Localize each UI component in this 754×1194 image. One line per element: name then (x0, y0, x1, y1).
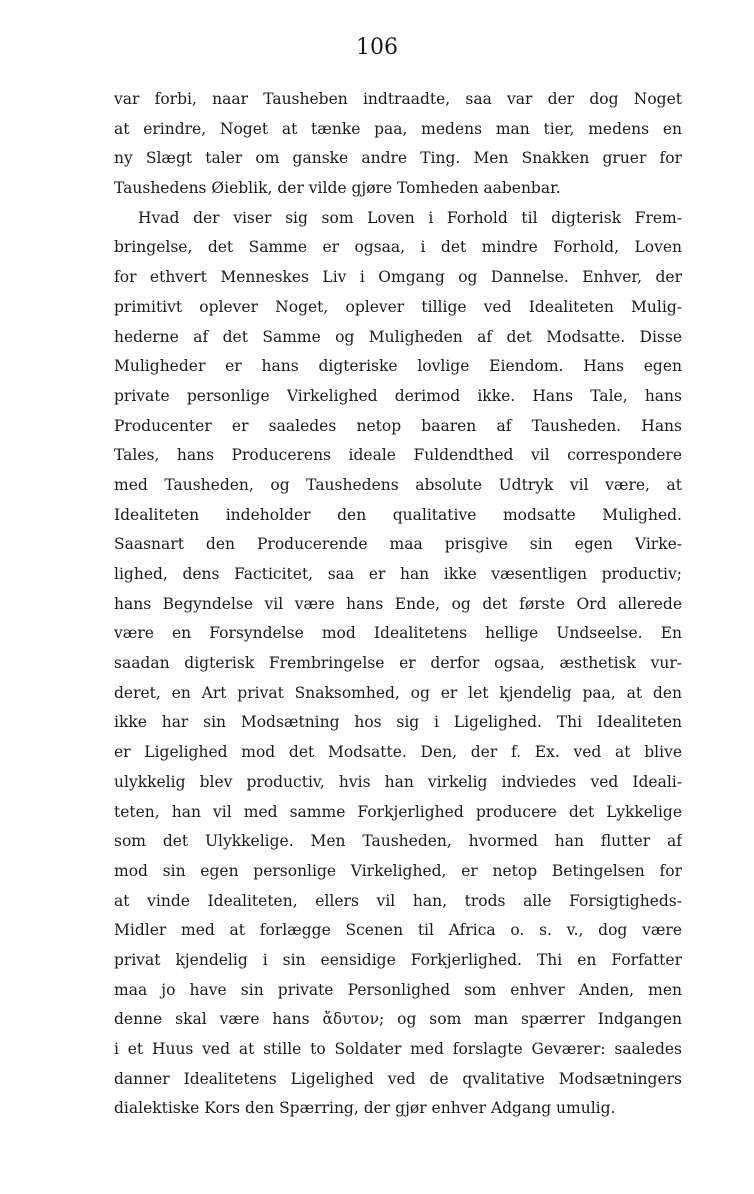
text-line: Producenter er saaledes netop baaren af Tausheden. Hans (114, 416, 682, 435)
text-line: danner Idealitetens Ligelighed ved de qvalitative Modsætningers (114, 1069, 682, 1088)
text-line: hederne af det Samme og Muligheden af det Modsatte. Disse (114, 327, 682, 346)
text-line: Saasnart den Producerende maa prisgive sin egen Virke- (114, 535, 682, 554)
text-line: dialektiske Kors den Spærring, der gjør enhver Adgang umulig. (114, 1099, 616, 1118)
text-line: være en Forsyndelse mod Idealitetens hellige Undseelse. En (114, 624, 682, 643)
text-line: ikke har sin Modsætning hos sig i Ligelighed. Thi Idealiteten (114, 713, 682, 732)
text-line: at erindre, Noget at tænke paa, medens man tier, medens en (114, 119, 682, 138)
text-line: private personlige Virkelighed derimod ikke. Hans Tale, hans (114, 386, 682, 405)
text-line: var forbi, naar Tausheben indtraadte, saa var der dog Noget (114, 90, 682, 108)
text-line: ny Slægt taler om ganske andre Ting. Men Snakken gruer for (114, 149, 682, 168)
text-line: bringelse, det Samme er ogsaa, i det mindre Forhold, Loven (114, 238, 682, 257)
text-line: primitivt oplever Noget, oplever tillige ved Idealiteten Mulig- (114, 297, 682, 316)
text-line: i et Huus ved at stille to Soldater med forslagte Geværer: saaledes (114, 1040, 682, 1058)
text-line: Taushedens Øieblik, der vilde gjøre Tomheden aabenbar. (114, 179, 561, 198)
text-line: for ethvert Menneskes Liv i Omgang og Dannelse. Enhver, der (114, 268, 682, 287)
text-line: saadan digterisk Frembringelse er derfor ogsaa, æsthetisk vur- (114, 654, 682, 673)
text-line: lighed, dens Facticitet, saa er han ikke væsentligen productiv; (114, 565, 682, 583)
text-line: maa jo have sin private Personlighed som enhver Anden, men (114, 980, 682, 999)
text-line: at vinde Idealiteten, ellers vil han, trods alle Forsigtigheds- (114, 891, 682, 910)
text-line: deret, en Art privat Snaksomhed, og er let kjendelig paa, at den (114, 683, 682, 702)
text-line: Muligheder er hans digteriske lovlige Eiendom. Hans egen (114, 357, 682, 376)
text-line: med Tausheden, og Taushedens absolute Udtryk vil være, at (114, 475, 682, 494)
text-line: ulykkelig blev productiv, hvis han virkelig indviedes ved Ideali- (114, 772, 682, 791)
text-line: Hvad der viser sig som Loven i Forhold til digterisk Frem- (138, 208, 682, 227)
text-line: privat kjendelig i sin eensidige Forkjerlighed. Thi en Forfatter (114, 950, 682, 969)
text-line: denne skal være hans ἄδυτον; og som man spærrer Indgangen (114, 1010, 682, 1029)
body-text (114, 85, 682, 1124)
text-line: er Ligelighed mod det Modsatte. Den, der f. Ex. ved at blive (114, 743, 682, 762)
text-line: hans Begyndelse vil være hans Ende, og det første Ord allerede (114, 594, 682, 613)
page-number: 106 (356, 35, 398, 60)
text-line: mod sin egen personlige Virkelighed, er netop Betingelsen for (114, 861, 682, 880)
text-line: Idealiteten indeholder den qualitative modsatte Mulighed. (114, 505, 682, 524)
text-line: Tales, hans Producerens ideale Fuldendthed vil correspondere (114, 446, 682, 465)
text-line: Midler med at forlægge Scenen til Africa o. s. v., dog være (114, 921, 682, 940)
text-line: som det Ulykkelige. Men Tausheden, hvormed han flutter af (114, 832, 682, 851)
text-line: teten, han vil med samme Forkjerlighed producere det Lykkelige (114, 802, 682, 821)
